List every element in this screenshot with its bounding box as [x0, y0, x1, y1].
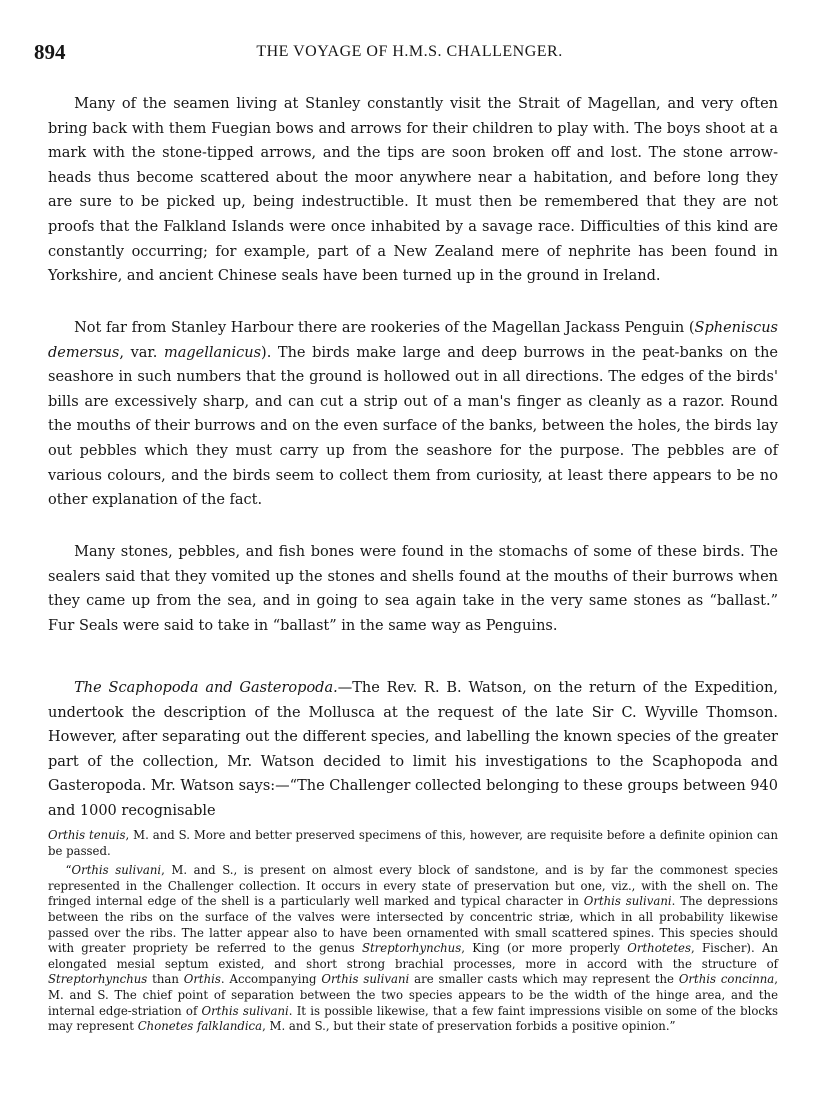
footnote-text: , M. and S. More and better preserved specimens of this, however, are requisite before a definite opinion can be passed.: [48, 828, 778, 858]
paragraph-falkland-arrows: [48, 92, 778, 289]
section-heading: The Scaphopoda and Gasteropoda.: [74, 680, 338, 696]
footnote-text: . The depressions between the ribs on the surface of the valves were intersected by concentric striæ, which in all probability likewise passed over the ribs. The latter appear also to have been ornamented with small scattered spines. This species should with greater propriety be referred to the genus: [48, 894, 778, 956]
footnote-text: , King (or more properly: [461, 941, 628, 956]
text-run: , var.: [119, 344, 164, 361]
paragraph-text: [48, 316, 778, 513]
footnote-text: are smaller casts which may represent the: [409, 972, 679, 987]
scientific-name: Orthis sulivani: [201, 1003, 289, 1018]
footnotes: [48, 828, 778, 1039]
scientific-name: Chonetes falklandica: [137, 1019, 263, 1034]
footnote-text: , M. and S., is present on almost every block of sandstone, and is by far the commonest species represented in the Challenger collection. It occurs in every state of preservation but one, viz., with the shell on. The fringed internal edge of the shell is a particularly well marked and typical character in: [48, 863, 779, 909]
footnote-orthis-sulivani: [48, 863, 778, 1035]
paragraph-text: Many stones, pebbles, and fish bones were found in the stomachs of some of these birds. The sealers said that they vomited up the stones and shells found at the mouths of their burrows when they came up from the sea, and in going to sea again take in the very same stones as “ballast.” Fur Seals were said to take in “ballast” in the same way as Penguins.: [48, 544, 778, 634]
paragraph-text: [48, 676, 778, 824]
quote-mark: “: [65, 863, 72, 878]
footnote-text: . Accompanying: [220, 972, 322, 987]
page-header: [34, 40, 785, 64]
paragraph-penguin-rookeries: [48, 316, 778, 513]
footnote-orthis-tenuis: [48, 828, 778, 859]
text-run: ). The birds make large and deep burrows in the peat-banks on the seashore in such numbers that the ground is hollowed out in all directions. The edges of the birds' bills are excessively sharp, and can cut a strip out of a man's finger as cleanly as a razor. Round the mouths of their burrows and on the even surface of the banks, between the holes, the birds lay out pebbles which they must carry up from the seashore for the purpose. The pebbles are of various colours, and the birds seem to collect them from curiosity, at least there appears to be no other explanation of the fact.: [48, 344, 778, 509]
page-number: 894: [34, 40, 66, 64]
text-run: —The Rev. R. B. Watson, on the return of the Expedition, undertook the description of the Mollusca at the request of the late Sir C. Wyville Thomson. However, after separating out the different species, and labelling the known species of the greater part of the collection, Mr. Watson decided to limit his investigations to the Scaphopoda and Gasteropoda. Mr. Watson says:—“The Challenger collected belonging to these groups between 940 and 1000 recognisable: [48, 680, 778, 819]
footnote-text: , M. and S. The chief point of separation between the two species appears to be the width of the hinge area, and the internal edge-striation of: [48, 972, 778, 1018]
scientific-name: Streptorhynchus: [361, 941, 462, 956]
scientific-name: Streptorhynchus: [48, 972, 148, 987]
footnote-text: , M. and S., but their state of preservation forbids a positive opinion.”: [262, 1019, 676, 1034]
scientific-name: magellanicus: [163, 344, 262, 361]
paragraph-text: Many of the seamen living at Stanley constantly visit the Strait of Magellan, and very often bring back with them Fuegian bows and arrows for their children to play with. The boys shoot at a mark with the stone-tipped arrows, and the tips are soon broken off and lost. The stone arrow-heads thus become scattered about the moor anywhere near a habitation, and before long they are sure to be picked up, being indestructible. It must then be remembered that they are not proofs that the Falkland Islands were once inhabited by a savage race. Difficulties of this kind are constantly occurring; for example, part of a New Zealand mere of nephrite has been found in Yorkshire, and ancient Chinese seals have been turned up in the ground in Ireland.: [48, 96, 778, 285]
paragraph-stomach-stones: [48, 540, 778, 638]
footnote-text: than: [147, 972, 184, 987]
footnote-text: , Fischer). An elongated mesial septum existed, and short strong brachial processes, more in accord with the structure of: [48, 941, 778, 971]
text-run: Not far from Stanley Harbour there are rookeries of the Magellan Jackass Penguin (: [74, 320, 695, 336]
scientific-name: Orthis sulivani: [71, 863, 162, 878]
scientific-name: Orthis concinna: [678, 972, 775, 987]
scientific-name: Orthis sulivani: [583, 894, 672, 909]
paragraph-scaphopoda: [48, 676, 778, 824]
scientific-name: Spheniscus demersus: [48, 320, 778, 361]
footnote-text: . It is possible likewise, that a few faint impressions visible on some of the blocks may represent: [48, 1003, 778, 1034]
scientific-name: Orthis tenuis: [48, 828, 126, 842]
running-head: THE VOYAGE OF H.M.S. CHALLENGER.: [256, 43, 563, 60]
scientific-name: Orthotetes: [627, 941, 691, 956]
scientific-name: Orthis: [183, 972, 221, 987]
scientific-name: Orthis sulivani: [321, 972, 410, 987]
